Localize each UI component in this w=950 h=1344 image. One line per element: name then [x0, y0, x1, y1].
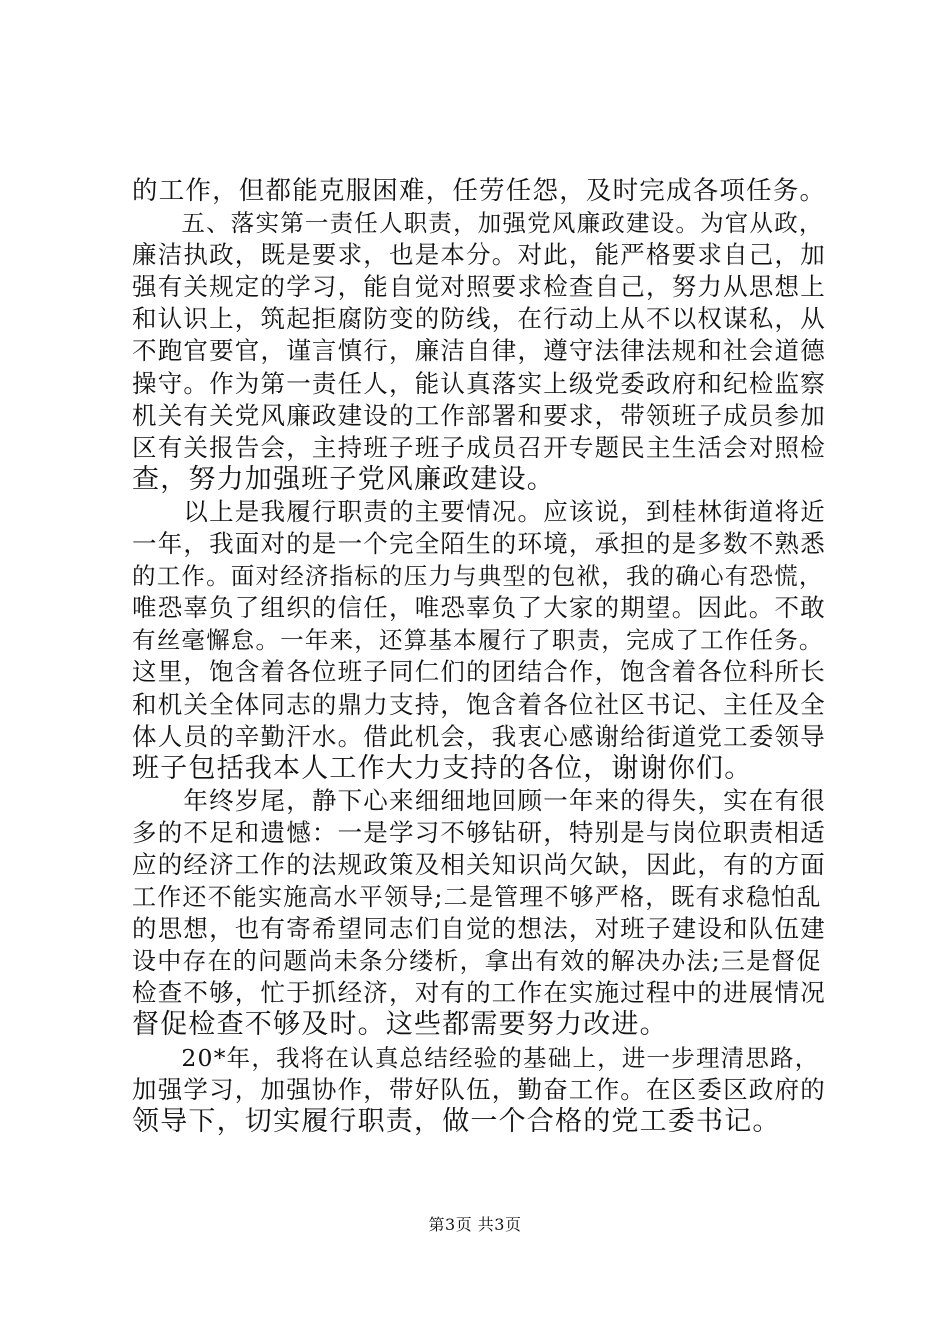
text-line: 操守。作为第一责任人，能认真落实上级党委政府和纪检监察 — [132, 368, 826, 398]
text-line: 不跑官要官，谨言慎行，廉洁自律，遵守法律法规和社会道德 — [132, 336, 826, 366]
text-line: 以上是我履行职责的主要情况。应该说，到桂林街道将近 — [132, 496, 826, 526]
text-line: 和认识上，筑起拒腐防变的防线，在行动上从不以权谋私，从 — [132, 304, 826, 334]
text-line: 一年，我面对的是一个完全陌生的环境，承担的是多数不熟悉 — [132, 529, 826, 559]
text-line: 的工作，但都能克服困难，任劳任怨，及时完成各项任务。 — [132, 176, 827, 206]
text-line: 领导下，切实履行职责，做一个合格的党工委书记。 — [132, 1105, 781, 1137]
text-line: 五、落实第一责任人职责，加强党风廉政建设。为官从政， — [132, 209, 824, 238]
text-line: 应的经济工作的法规政策及相关知识尚欠缺，因此，有的方面 — [132, 849, 826, 879]
page-footer: 第3页 共3页 — [428, 1215, 522, 1234]
text-line: 检查不够，忙于抓经济，对有的工作在实施过程中的进展情况 — [132, 978, 826, 1008]
text-line: 工作还不能实施高水平领导;二是管理不够严格，既有求稳怕乱 — [132, 883, 822, 912]
text-line: 的工作。面对经济指标的压力与典型的包袱，我的确心有恐慌， — [132, 562, 824, 591]
text-line: 查，努力加强班子党风廉政建设。 — [132, 463, 555, 495]
text-line: 班子包括我本人工作大力支持的各位，谢谢你们。 — [132, 752, 753, 784]
text-line: 多的不足和遗憾：一是学习不够钻研，特别是与岗位职责相适 — [132, 817, 826, 847]
text-line: 这里，饱含着各位班子同仁们的团结合作，饱含着各位科所长 — [132, 657, 826, 687]
text-line: 的思想，也有寄希望同志们自觉的想法，对班子建设和队伍建 — [132, 914, 826, 944]
text-line: 督促检查不够及时。这些都需要努力改进。 — [132, 1009, 668, 1041]
text-line: 年终岁尾，静下心来细细地回顾一年来的得失，实在有很 — [132, 785, 826, 815]
text-line: 廉洁执政，既是要求，也是本分。对此，能严格要求自己，加 — [132, 240, 826, 270]
text-line: 20*年，我将在认真总结经验的基础上，进一步理清思路， — [132, 1043, 820, 1072]
text-line: 和机关全体同志的鼎力支持，饱含着各位社区书记、主任及全 — [132, 689, 826, 719]
text-line: 机关有关党风廉政建设的工作部署和要求，带领班子成员参加 — [132, 400, 826, 430]
text-line: 体人员的辛勤汗水。借此机会，我衷心感谢给街道党工委领导 — [132, 721, 826, 751]
text-line: 区有关报告会，主持班子班子成员召开专题民主生活会对照检 — [132, 432, 826, 462]
text-line: 唯恐辜负了组织的信任，唯恐辜负了大家的期望。因此。不敢 — [132, 593, 826, 623]
text-line: 强有关规定的学习，能自觉对照要求检查自己，努力从思想上 — [132, 272, 826, 302]
text-line: 设中存在的问题尚未条分缕析，拿出有效的解决办法;三是督促 — [132, 947, 822, 976]
text-line: 加强学习，加强协作，带好队伍，勤奋工作。在区委区政府的 — [132, 1074, 826, 1104]
text-line: 有丝毫懈怠。一年来，还算基本履行了职责，完成了工作任务。 — [132, 626, 824, 655]
document-body — [132, 175, 832, 1138]
